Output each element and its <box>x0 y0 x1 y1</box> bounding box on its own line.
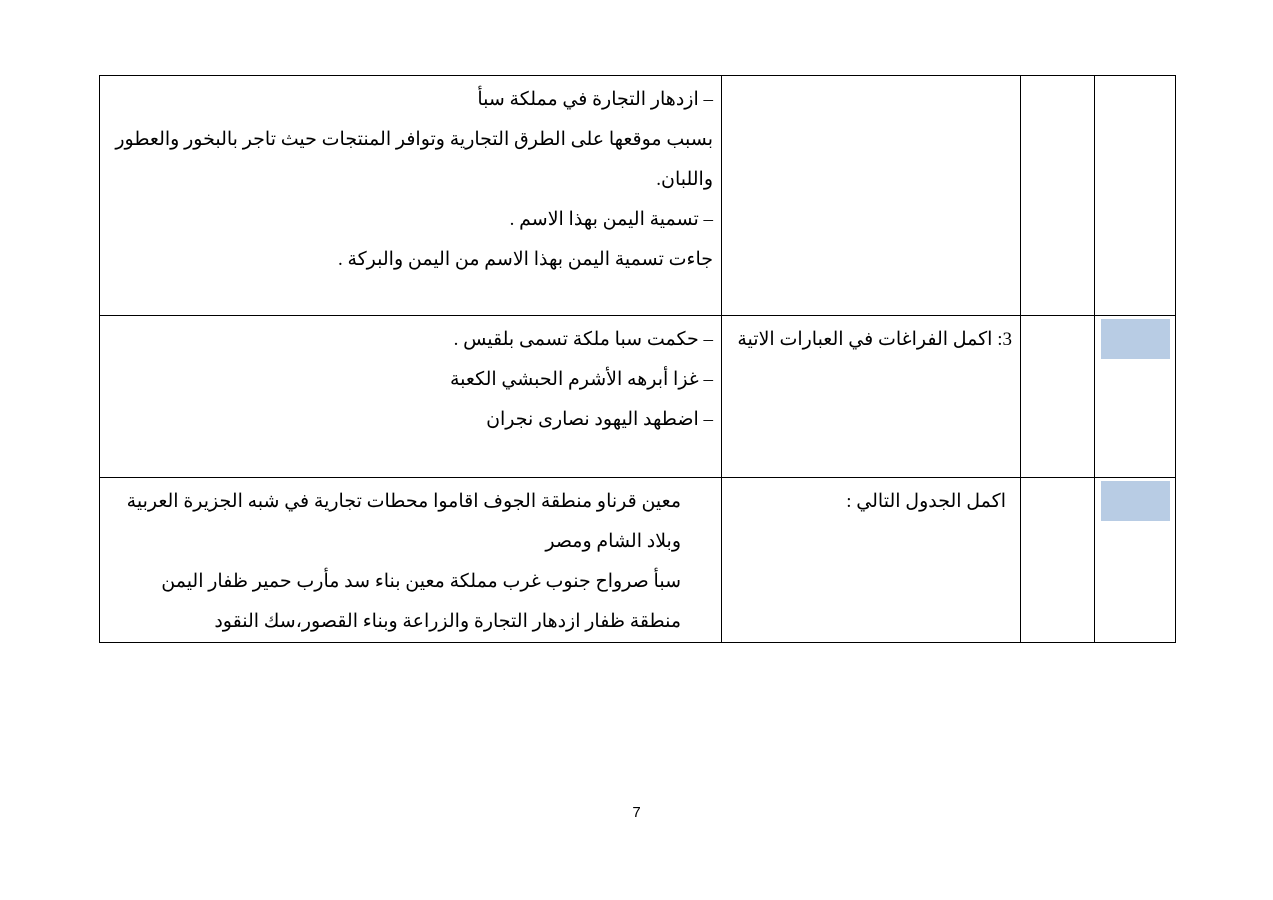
answer-line: – تسمية اليمن بهذا الاسم . <box>509 209 713 230</box>
page-number: 7 <box>632 804 641 821</box>
table-row <box>100 316 1176 478</box>
table-row <box>100 478 1176 643</box>
mark-cell <box>1021 76 1095 316</box>
shade-cell <box>1095 76 1176 316</box>
answer-line: بسبب موقعها على الطرق التجارية وتوافر المنتجات حيث تاجر بالبخور والعطور <box>115 129 713 150</box>
answer-line: – غزا أبرهه الأشرم الحبشي الكعبة <box>450 369 713 390</box>
answer-line: وبلاد الشام ومصر <box>545 531 681 552</box>
answer-line: – اضطهد اليهود نصارى نجران <box>486 409 713 430</box>
answer-line: منطقة ظفار ازدهار التجارة والزراعة وبناء القصور،سك النقود <box>214 611 681 632</box>
shade-cell <box>1095 478 1176 643</box>
answer-line: – حكمت سبا ملكة تسمى بلقيس . <box>453 329 713 350</box>
shade-block <box>1101 481 1170 521</box>
answer-line: معين قرناو منطقة الجوف اقاموا محطات تجارية في شبه الجزيرة العربية <box>126 491 681 512</box>
question-text: 3: اكمل الفراغات في العبارات الاتية <box>737 329 1012 350</box>
mark-cell <box>1021 316 1095 478</box>
mark-cell <box>1021 478 1095 643</box>
table-row <box>100 76 1176 316</box>
shade-cell <box>1095 316 1176 478</box>
answer-line: سبأ صرواح جنوب غرب مملكة معين بناء سد مأرب حمير ظفار اليمن <box>161 571 681 592</box>
answer-line: جاءت تسمية اليمن بهذا الاسم من اليمن والبركة . <box>337 249 713 270</box>
answer-line: – ازدهار التجارة في مملكة سبأ <box>477 89 713 110</box>
question-cell <box>722 316 1021 478</box>
answer-table <box>99 75 1176 643</box>
answer-cell <box>100 316 722 478</box>
answer-cell <box>100 76 722 316</box>
question-cell <box>722 478 1021 643</box>
question-text: اكمل الجدول التالي : <box>846 491 1006 512</box>
shade-block <box>1101 319 1170 359</box>
answer-line: واللبان. <box>656 169 713 190</box>
answer-cell <box>100 478 722 643</box>
question-cell <box>722 76 1021 316</box>
